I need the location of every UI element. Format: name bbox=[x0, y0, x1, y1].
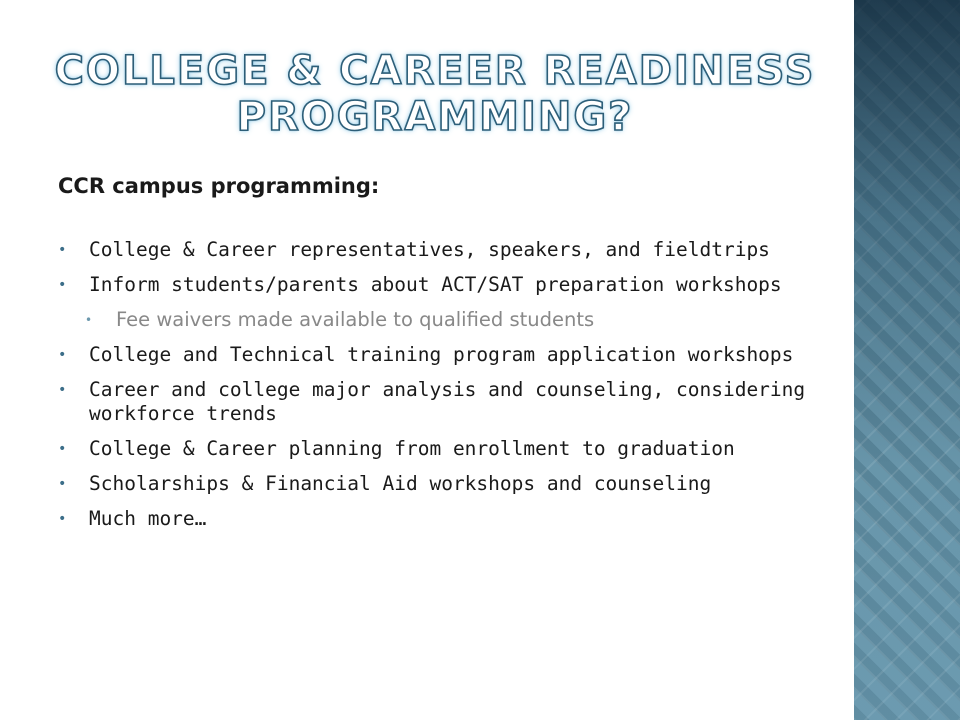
bullet-text: Inform students/parents about ACT/SAT preparation workshops bbox=[89, 273, 782, 296]
bullet-text: College & Career representatives, speakers, and fieldtrips bbox=[89, 238, 770, 261]
bullet-dot-icon: • bbox=[58, 347, 67, 363]
bullet-text: Scholarships & Financial Aid workshops and counseling bbox=[89, 472, 712, 495]
bullet-dot-icon: • bbox=[58, 277, 67, 293]
bullet-list bbox=[58, 238, 818, 542]
bullet-item bbox=[58, 507, 818, 531]
bullet-text: College & Career planning from enrollment to graduation bbox=[89, 437, 735, 460]
bullet-dot-icon: • bbox=[58, 242, 67, 258]
bullet-dot-icon: • bbox=[58, 476, 67, 492]
sub-bullet-item bbox=[58, 308, 818, 332]
bullet-item bbox=[58, 378, 818, 426]
bullet-text: College and Technical training program application workshops bbox=[89, 343, 794, 366]
bullet-text: Much more… bbox=[89, 507, 207, 530]
bullet-item bbox=[58, 238, 818, 262]
bullet-item bbox=[58, 343, 818, 367]
bullet-dot-icon: • bbox=[58, 511, 67, 527]
decorative-side-band bbox=[854, 0, 960, 720]
bullet-item bbox=[58, 273, 818, 297]
bullet-item bbox=[58, 472, 818, 496]
slide-subheading: CCR campus programming: bbox=[58, 174, 380, 198]
bullet-item bbox=[58, 437, 818, 461]
slide-title: COLLEGE & CAREER READINESS PROGRAMMING? bbox=[54, 48, 816, 140]
bullet-text: Career and college major analysis and counseling, considering workforce trends bbox=[89, 378, 806, 425]
bullet-dot-icon: • bbox=[85, 313, 93, 327]
bullet-dot-icon: • bbox=[58, 441, 67, 457]
sub-bullet-text: Fee waivers made available to qualified students bbox=[116, 308, 595, 331]
bullet-dot-icon: • bbox=[58, 382, 67, 398]
